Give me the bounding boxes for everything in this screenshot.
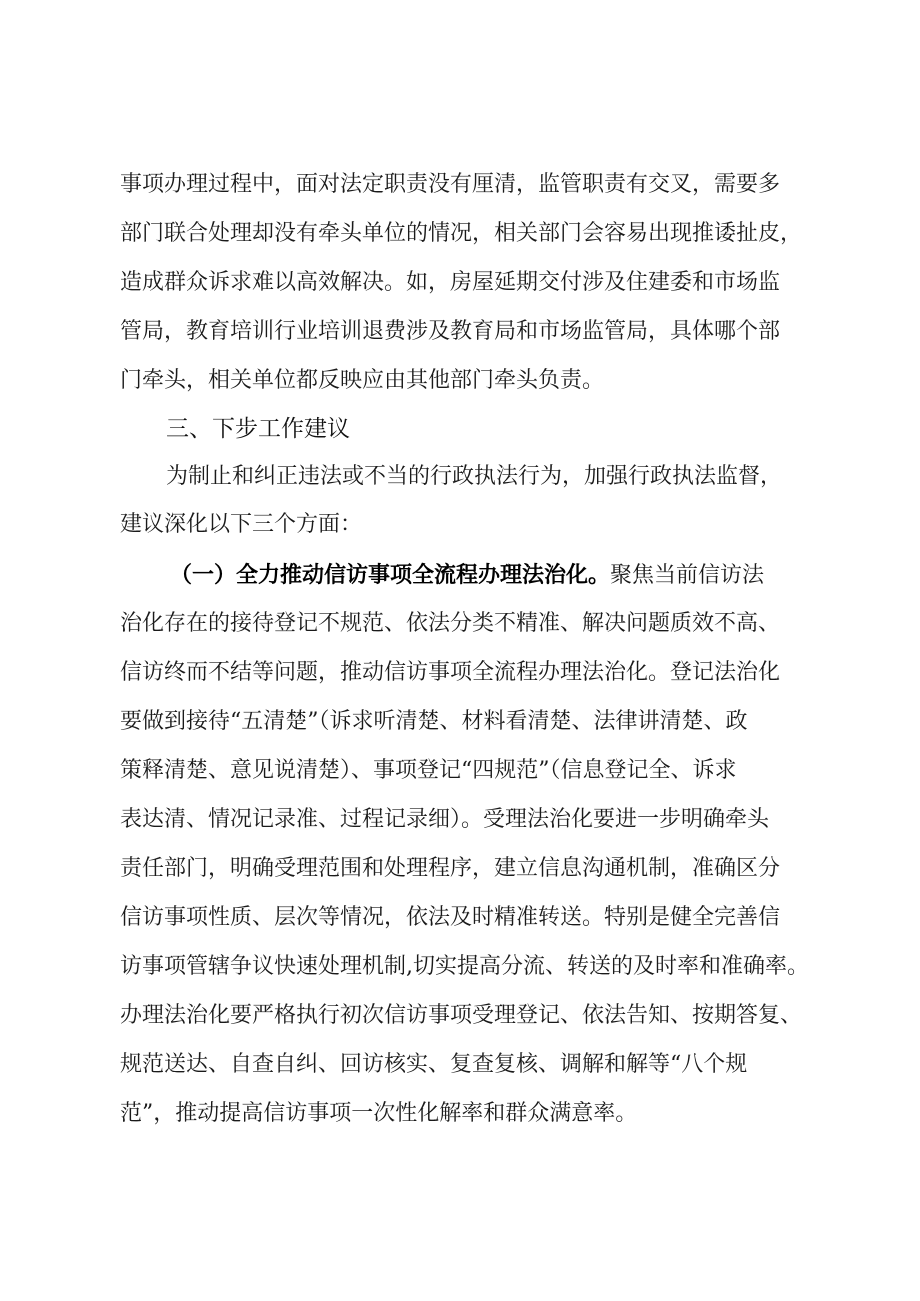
paragraph-3-line-4: 要做到接待“五清楚”（诉求听清楚、材料看清楚、法律讲清楚、政 xyxy=(120,709,748,734)
paragraph-1-line-5: 门牵头，相关单位都反映应由其他部门牵头负责。 xyxy=(120,368,605,393)
section-heading: 三、下步工作建议 xyxy=(166,416,350,442)
paragraph-3-line-9: 访事项管辖争议快速处理机制,切实提高分流、转送的及时率和准确率。 xyxy=(120,954,809,979)
paragraph-1-line-1: 事项办理过程中，面对法定职责没有厘清，监管职责有交叉，需要多 xyxy=(120,172,781,197)
paragraph-3-line-12: 范”，推动提高信访事项一次性化解率和群众满意率。 xyxy=(120,1101,638,1126)
paragraph-3-line-11: 规范送达、自查自纠、回访核实、复查复核、调解和解等“八个规 xyxy=(120,1052,748,1077)
paragraph-3-line-3: 信访终而不结等问题，推动信访事项全流程办理法治化。登记法治化 xyxy=(120,660,781,685)
paragraph-3-line-10: 办理法治化要严格执行初次信访事项受理登记、依法告知、按期答复、 xyxy=(120,1003,803,1028)
paragraph-1-line-4: 管局，教育培训行业培训退费涉及教育局和市场监管局，具体哪个部 xyxy=(120,319,781,344)
paragraph-1-line-3: 造成群众诉求难以高效解决。如，房屋延期交付涉及住建委和市场监 xyxy=(120,270,781,295)
paragraph-3-line-2: 治化存在的接待登记不规范、依法分类不精准、解决问题质效不高、 xyxy=(120,611,781,636)
paragraph-3-line-5: 策释清楚、意见说清楚）、事项登记“四规范”（信息登记全、诉求 xyxy=(120,758,737,783)
paragraph-3-line-1 xyxy=(170,560,764,591)
paragraph-3-line-6: 表达清、情况记录准、过程记录细）。受理法治化要进一步明确牵头 xyxy=(120,807,770,832)
paragraph-2-line-2: 建议深化以下三个方面： xyxy=(120,512,363,537)
paragraph-2-line-1: 为制止和纠正违法或不当的行政执法行为，加强行政执法监督， xyxy=(166,464,783,489)
paragraph-1-line-2: 部门联合处理却没有牵头单位的情况，相关部门会容易出现推诿扯皮， xyxy=(120,221,803,246)
paragraph-3-line-7: 责任部门，明确受理范围和处理程序，建立信息沟通机制，准确区分 xyxy=(120,856,781,881)
paragraph-3-line-8: 信访事项性质、层次等情况，依法及时精准转送。特别是健全完善信 xyxy=(120,905,781,930)
paragraph-3-first-line-rest: 聚焦当前信访法 xyxy=(610,563,765,588)
paragraph-3-bold-lead: （一）全力推动信访事项全流程办理法治化。 xyxy=(170,562,611,588)
